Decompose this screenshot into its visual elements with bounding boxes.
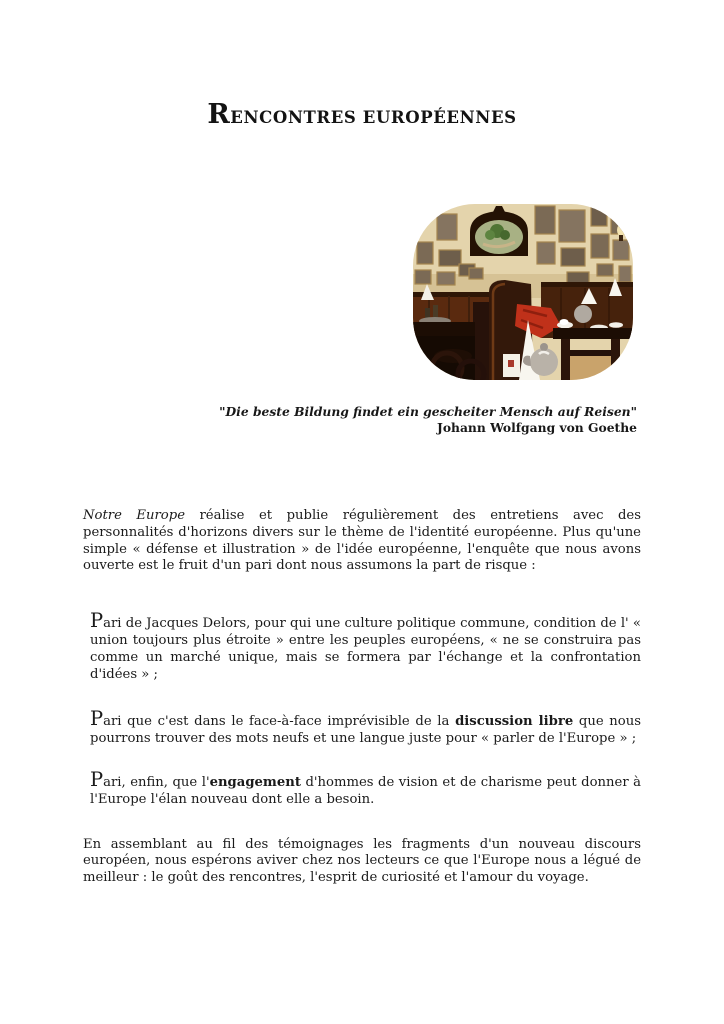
intro-lead: Notre Europe bbox=[83, 508, 185, 523]
pari-discussion-pre: ari que c'est dans le face-à-face imprévisible de la bbox=[103, 714, 456, 730]
page-title bbox=[0, 99, 724, 134]
pari-engagement-pre: ari, enfin, que l' bbox=[103, 774, 210, 790]
closing-paragraph: En assemblant au fil des témoignages les fragments d'un nouveau discours européen, nous espérons aviver chez nos lecteurs ce que l'Europe nous a légué de meilleur : le goût des rencontres, l'esprit de curiosité et l'amour du voyage. bbox=[83, 836, 641, 886]
pari-engagement-bold: engagement bbox=[209, 774, 301, 790]
body-text bbox=[83, 508, 641, 887]
pari-delors-initial: P bbox=[90, 609, 104, 633]
title-initial: R bbox=[207, 99, 231, 130]
epigraph-quote: "Die beste Bildung findet ein gescheiter Mensch auf Reisen" bbox=[219, 404, 637, 419]
epigraph bbox=[200, 404, 637, 436]
cafe-interior-photo bbox=[413, 204, 633, 380]
epigraph-attribution: Johann Wolfgang von Goethe bbox=[437, 419, 637, 435]
pari-engagement-paragraph bbox=[90, 767, 641, 809]
intro-text: réalise et publie régulièrement des entretiens avec des personnalités d'horizons divers sur le thème de l'identité européenne. Plus qu'une simple « défense et illustration » de l'idée européenne, l'enquête que nous avons ouverte est le fruit d'un pari dont nous assumons la part de risque : bbox=[83, 508, 641, 574]
pari-discussion-paragraph bbox=[90, 709, 641, 748]
pari-delors-paragraph bbox=[90, 611, 641, 683]
pari-discussion-initial: P bbox=[90, 707, 104, 731]
pari-delors-text: ari de Jacques Delors, pour qui une culture politique commune, condition de l' « union toujours plus étroite » entre les peuples européens, « ne se construira pas comme un marché unique, mais se formera par l'échange et la confrontation d'idées » ; bbox=[90, 616, 641, 682]
pari-discussion-bold: discussion libre bbox=[455, 714, 574, 730]
pari-discussion-post: que nous pourrons trouver des mots neufs et une langue juste pour « parler de l'Europe » ; bbox=[90, 714, 641, 747]
floor bbox=[563, 356, 633, 380]
intro-paragraph bbox=[83, 508, 641, 575]
title-text: ENCONTRES EUROPÉENNES bbox=[230, 108, 517, 127]
cafe-photo-illustration bbox=[413, 204, 633, 380]
pari-engagement-post: d'hommes de vision et de charisme peut donner à l'Europe l'élan nouveau dont elle a besoin. bbox=[90, 774, 641, 807]
pari-engagement-initial: P bbox=[90, 767, 104, 791]
